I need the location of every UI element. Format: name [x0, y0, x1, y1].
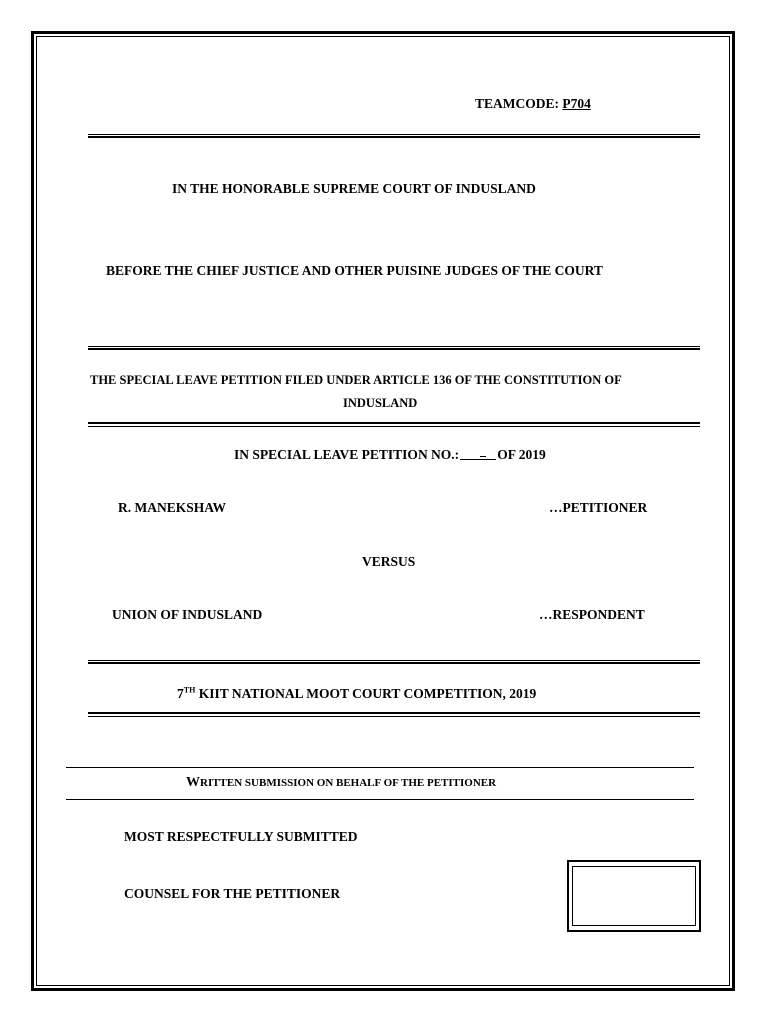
competition-rule-bottom-thick	[88, 712, 700, 714]
petition-rule-bottom-thin	[88, 426, 700, 427]
written-submission-first-letter: W	[186, 775, 200, 790]
competition-name: KIIT NATIONAL MOOT COURT COMPETITION, 2019	[195, 686, 537, 701]
written-submission	[186, 774, 496, 791]
petition-number-suffix: OF 2019	[497, 447, 546, 462]
petition-rule-bottom-thick	[88, 422, 700, 424]
top-rule-thin	[88, 134, 700, 135]
submission-rule-top	[66, 767, 694, 768]
competition-rule-top-thin	[88, 660, 700, 661]
written-submission-rest: RITTEN SUBMISSION ON BEHALF OF THE PETITIONER	[200, 777, 497, 789]
respondent-name: UNION OF INDUSLAND	[112, 607, 263, 622]
court-title: IN THE HONORABLE SUPREME COURT OF INDUSLAND	[172, 181, 536, 196]
versus-label: VERSUS	[362, 554, 416, 569]
most-respectfully-submitted: MOST RESPECTFULLY SUBMITTED	[124, 829, 358, 844]
top-rule-thick	[88, 136, 700, 138]
competition-ordinal-suffix: TH	[183, 685, 196, 695]
competition-rule-top-thick	[88, 662, 700, 664]
bench-line: BEFORE THE CHIEF JUSTICE AND OTHER PUISINE JUDGES OF THE COURT	[106, 263, 603, 278]
petitioner-role: …PETITIONER	[549, 500, 648, 515]
competition-rule-bottom-thin	[88, 716, 700, 717]
counsel-for-petitioner: COUNSEL FOR THE PETITIONER	[124, 886, 341, 901]
competition-title	[177, 686, 536, 702]
petition-number-prefix: IN SPECIAL LEAVE PETITION NO.:	[234, 447, 460, 462]
respondent-role: …RESPONDENT	[539, 607, 645, 622]
petition-rule-top-thick	[88, 348, 700, 350]
team-code	[475, 96, 591, 112]
signature-box-inner	[572, 866, 696, 926]
competition-ordinal: 7	[177, 686, 184, 701]
petitioner-name: R. MANEKSHAW	[118, 500, 227, 515]
team-code-label: TEAMCODE:	[475, 96, 563, 111]
petition-filed-line-1: THE SPECIAL LEAVE PETITION FILED UNDER ARTICLE 136 OF THE CONSTITUTION OF	[90, 373, 622, 387]
team-code-value: P704	[562, 96, 591, 111]
petition-filed-line-2: INDUSLAND	[343, 396, 418, 410]
petition-number	[234, 446, 546, 463]
petition-number-blank	[460, 447, 496, 460]
petition-rule-top-thin	[88, 346, 700, 347]
submission-rule-bottom	[66, 799, 694, 800]
